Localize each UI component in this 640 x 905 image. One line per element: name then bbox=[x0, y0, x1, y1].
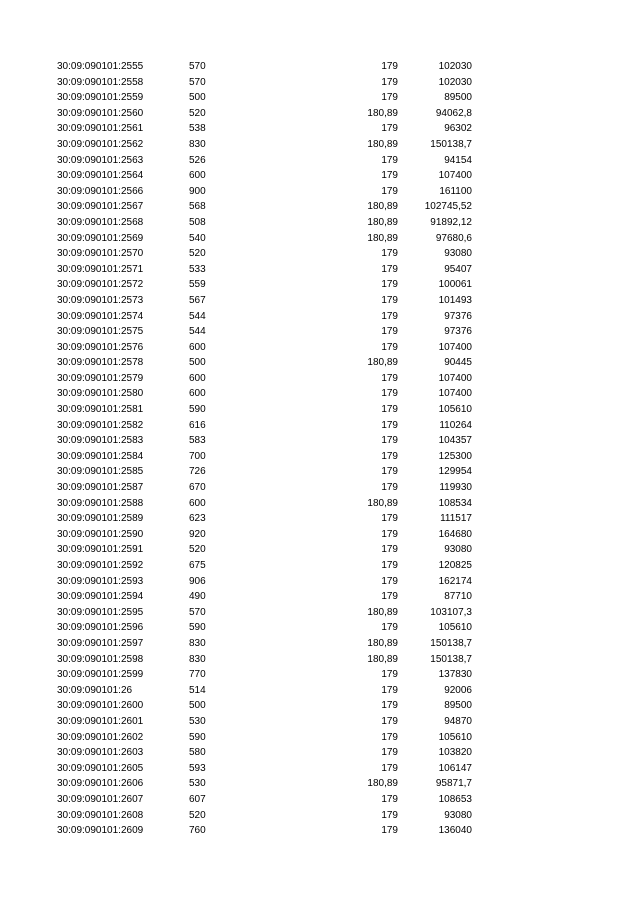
total-cell: 102745,52 bbox=[424, 201, 472, 213]
cadastral-number-cell: 30:09:090101:2567 bbox=[57, 201, 144, 213]
area-cell: 700 bbox=[189, 450, 206, 462]
table-row bbox=[0, 730, 640, 746]
rate-cell: 179 bbox=[381, 170, 398, 182]
rate-cell: 180,89 bbox=[367, 606, 398, 618]
rate-cell: 179 bbox=[381, 622, 398, 634]
table-row bbox=[0, 277, 640, 293]
total-cell: 136040 bbox=[438, 825, 472, 837]
area-cell: 538 bbox=[189, 123, 206, 135]
cadastral-number-cell: 30:09:090101:2609 bbox=[57, 825, 144, 837]
area-cell: 540 bbox=[189, 232, 206, 244]
table-row bbox=[0, 449, 640, 465]
total-cell: 90445 bbox=[444, 357, 472, 369]
table-row bbox=[0, 589, 640, 605]
area-cell: 600 bbox=[189, 388, 206, 400]
rate-cell: 179 bbox=[381, 123, 398, 135]
rate-cell: 179 bbox=[381, 466, 398, 478]
area-cell: 607 bbox=[189, 793, 206, 805]
area-cell: 600 bbox=[189, 341, 206, 353]
total-cell: 100061 bbox=[438, 279, 472, 291]
total-cell: 107400 bbox=[438, 170, 472, 182]
cadastral-number-cell: 30:09:090101:2578 bbox=[57, 357, 144, 369]
area-cell: 567 bbox=[189, 294, 206, 306]
rate-cell: 179 bbox=[381, 263, 398, 275]
total-cell: 104357 bbox=[438, 435, 472, 447]
total-cell: 107400 bbox=[438, 388, 472, 400]
table-row bbox=[0, 371, 640, 387]
cadastral-number-cell: 30:09:090101:2584 bbox=[57, 450, 144, 462]
total-cell: 97376 bbox=[444, 310, 472, 322]
table-row bbox=[0, 262, 640, 278]
table-row bbox=[0, 823, 640, 839]
rate-cell: 179 bbox=[381, 372, 398, 384]
area-cell: 675 bbox=[189, 560, 206, 571]
area-cell: 580 bbox=[189, 747, 206, 759]
rate-cell: 179 bbox=[381, 61, 398, 72]
cadastral-number-cell: 30:09:090101:2582 bbox=[57, 419, 144, 431]
area-cell: 508 bbox=[189, 216, 206, 228]
area-cell: 500 bbox=[189, 92, 206, 104]
cadastral-number-cell: 30:09:090101:2558 bbox=[57, 76, 144, 88]
rate-cell: 180,89 bbox=[367, 653, 398, 665]
area-cell: 520 bbox=[189, 248, 206, 260]
rate-cell: 180,89 bbox=[367, 778, 398, 790]
table-row bbox=[0, 511, 640, 527]
total-cell: 103820 bbox=[438, 747, 472, 759]
table-row bbox=[0, 636, 640, 652]
table-row bbox=[0, 792, 640, 808]
total-cell: 97680,6 bbox=[435, 232, 472, 244]
rate-cell: 179 bbox=[381, 575, 398, 587]
cadastral-number-cell: 30:09:090101:2560 bbox=[57, 107, 144, 119]
cadastral-number-cell: 30:09:090101:2569 bbox=[57, 232, 144, 244]
table-row bbox=[0, 184, 640, 200]
rate-cell: 179 bbox=[381, 450, 398, 462]
total-cell: 108653 bbox=[438, 793, 472, 805]
area-cell: 770 bbox=[189, 669, 206, 681]
rate-cell: 180,89 bbox=[367, 201, 398, 213]
cadastral-number-cell: 30:09:090101:2591 bbox=[57, 544, 144, 556]
total-cell: 105610 bbox=[438, 622, 472, 634]
rate-cell: 180,89 bbox=[367, 107, 398, 119]
area-cell: 490 bbox=[189, 591, 206, 603]
cadastral-number-cell: 30:09:090101:2592 bbox=[57, 560, 144, 571]
cadastral-number-cell: 30:09:090101:2605 bbox=[57, 762, 144, 774]
table-row bbox=[0, 402, 640, 418]
rate-cell: 179 bbox=[381, 404, 398, 416]
cadastral-number-cell: 30:09:090101:2589 bbox=[57, 513, 144, 525]
cadastral-number-cell: 30:09:090101:2575 bbox=[57, 326, 144, 338]
table-row bbox=[0, 433, 640, 449]
table-row bbox=[0, 355, 640, 371]
rate-cell: 179 bbox=[381, 388, 398, 400]
area-cell: 760 bbox=[189, 825, 206, 837]
table-row bbox=[0, 496, 640, 512]
area-cell: 830 bbox=[189, 653, 206, 665]
cadastral-number-cell: 30:09:090101:2600 bbox=[57, 700, 144, 712]
area-cell: 568 bbox=[189, 201, 206, 213]
rate-cell: 179 bbox=[381, 747, 398, 759]
rate-cell: 179 bbox=[381, 544, 398, 556]
table-row bbox=[0, 386, 640, 402]
table-row bbox=[0, 168, 640, 184]
cadastral-number-cell: 30:09:090101:2579 bbox=[57, 372, 144, 384]
total-cell: 119930 bbox=[439, 482, 472, 494]
rate-cell: 179 bbox=[381, 700, 398, 712]
total-cell: 91892,12 bbox=[430, 216, 472, 228]
spreadsheet-table bbox=[0, 59, 640, 839]
cadastral-number-cell: 30:09:090101:2593 bbox=[57, 575, 144, 587]
cadastral-number-cell: 30:09:090101:2594 bbox=[57, 591, 144, 603]
table-row bbox=[0, 574, 640, 590]
total-cell: 108534 bbox=[438, 497, 472, 509]
area-cell: 514 bbox=[189, 684, 206, 696]
cadastral-number-cell: 30:09:090101:2562 bbox=[57, 138, 144, 150]
rate-cell: 179 bbox=[381, 248, 398, 260]
total-cell: 92006 bbox=[444, 684, 472, 696]
cadastral-number-cell: 30:09:090101:2574 bbox=[57, 310, 144, 322]
table-row bbox=[0, 231, 640, 247]
cadastral-number-cell: 30:09:090101:2581 bbox=[57, 404, 144, 416]
rate-cell: 179 bbox=[381, 715, 398, 727]
rate-cell: 180,89 bbox=[367, 232, 398, 244]
cadastral-number-cell: 30:09:090101:2555 bbox=[57, 61, 144, 72]
table-row bbox=[0, 464, 640, 480]
rate-cell: 179 bbox=[381, 154, 398, 166]
total-cell: 87710 bbox=[444, 591, 472, 603]
total-cell: 107400 bbox=[438, 372, 472, 384]
cadastral-number-cell: 30:09:090101:2599 bbox=[57, 669, 144, 681]
area-cell: 530 bbox=[189, 715, 206, 727]
table-row bbox=[0, 698, 640, 714]
table-row bbox=[0, 199, 640, 215]
area-cell: 600 bbox=[189, 497, 206, 509]
table-row bbox=[0, 293, 640, 309]
total-cell: 105610 bbox=[438, 731, 472, 743]
rate-cell: 179 bbox=[381, 809, 398, 821]
table-row bbox=[0, 215, 640, 231]
area-cell: 593 bbox=[189, 762, 206, 774]
area-cell: 670 bbox=[189, 482, 206, 494]
area-cell: 533 bbox=[189, 263, 206, 275]
table-row bbox=[0, 776, 640, 792]
total-cell: 103107,3 bbox=[430, 606, 472, 618]
table-row bbox=[0, 340, 640, 356]
area-cell: 600 bbox=[189, 170, 206, 182]
cadastral-number-cell: 30:09:090101:2590 bbox=[57, 528, 144, 540]
table-row bbox=[0, 106, 640, 122]
table-row bbox=[0, 309, 640, 325]
cadastral-number-cell: 30:09:090101:2566 bbox=[57, 185, 144, 197]
total-cell: 150138,7 bbox=[430, 138, 472, 150]
total-cell: 94870 bbox=[444, 715, 472, 727]
cadastral-number-cell: 30:09:090101:2580 bbox=[57, 388, 144, 400]
total-cell: 150138,7 bbox=[430, 653, 472, 665]
total-cell: 125300 bbox=[438, 450, 472, 462]
rate-cell: 179 bbox=[381, 419, 398, 431]
area-cell: 570 bbox=[189, 61, 206, 72]
table-row bbox=[0, 59, 640, 75]
table-row bbox=[0, 667, 640, 683]
cadastral-number-cell: 30:09:090101:2570 bbox=[57, 248, 144, 260]
rate-cell: 179 bbox=[381, 435, 398, 447]
table-row bbox=[0, 605, 640, 621]
total-cell: 89500 bbox=[444, 92, 472, 104]
rate-cell: 179 bbox=[381, 591, 398, 603]
table-row bbox=[0, 620, 640, 636]
table-row bbox=[0, 808, 640, 824]
total-cell: 93080 bbox=[444, 248, 472, 260]
total-cell: 95407 bbox=[444, 263, 472, 275]
total-cell: 150138,7 bbox=[430, 637, 472, 649]
rate-cell: 180,89 bbox=[367, 357, 398, 369]
area-cell: 600 bbox=[189, 372, 206, 384]
rate-cell: 179 bbox=[381, 528, 398, 540]
total-cell: 106147 bbox=[438, 762, 472, 774]
cadastral-number-cell: 30:09:090101:2583 bbox=[57, 435, 144, 447]
total-cell: 96302 bbox=[444, 123, 472, 135]
rate-cell: 180,89 bbox=[367, 497, 398, 509]
cadastral-number-cell: 30:09:090101:2596 bbox=[57, 622, 144, 634]
area-cell: 500 bbox=[189, 357, 206, 369]
table-row bbox=[0, 527, 640, 543]
table-row bbox=[0, 137, 640, 153]
area-cell: 520 bbox=[189, 809, 206, 821]
table-row bbox=[0, 683, 640, 699]
table-row bbox=[0, 652, 640, 668]
cadastral-number-cell: 30:09:090101:2587 bbox=[57, 482, 144, 494]
rate-cell: 179 bbox=[381, 92, 398, 104]
cadastral-number-cell: 30:09:090101:2571 bbox=[57, 263, 144, 275]
rate-cell: 179 bbox=[381, 326, 398, 338]
cadastral-number-cell: 30:09:090101:2603 bbox=[57, 747, 144, 759]
total-cell: 94154 bbox=[444, 154, 472, 166]
rate-cell: 179 bbox=[381, 310, 398, 322]
total-cell: 110264 bbox=[439, 419, 472, 431]
total-cell: 89500 bbox=[444, 700, 472, 712]
table-row bbox=[0, 761, 640, 777]
area-cell: 830 bbox=[189, 138, 206, 150]
cadastral-number-cell: 30:09:090101:2561 bbox=[57, 123, 144, 135]
cadastral-number-cell: 30:09:090101:2597 bbox=[57, 637, 144, 649]
table-row bbox=[0, 418, 640, 434]
rate-cell: 180,89 bbox=[367, 637, 398, 649]
rate-cell: 179 bbox=[381, 762, 398, 774]
area-cell: 920 bbox=[189, 528, 206, 540]
rate-cell: 179 bbox=[381, 482, 398, 494]
area-cell: 570 bbox=[189, 606, 206, 618]
table-row bbox=[0, 246, 640, 262]
total-cell: 161100 bbox=[439, 185, 472, 197]
table-row bbox=[0, 121, 640, 137]
rate-cell: 179 bbox=[381, 185, 398, 197]
cadastral-number-cell: 30:09:090101:2598 bbox=[57, 653, 144, 665]
area-cell: 544 bbox=[189, 310, 206, 322]
cadastral-number-cell: 30:09:090101:2576 bbox=[57, 341, 144, 353]
cadastral-number-cell: 30:09:090101:2564 bbox=[57, 170, 144, 182]
area-cell: 590 bbox=[189, 731, 206, 743]
cadastral-number-cell: 30:09:090101:2601 bbox=[57, 715, 144, 727]
area-cell: 830 bbox=[189, 637, 206, 649]
rate-cell: 180,89 bbox=[367, 138, 398, 150]
total-cell: 102030 bbox=[438, 76, 472, 88]
area-cell: 583 bbox=[189, 435, 206, 447]
rate-cell: 179 bbox=[381, 684, 398, 696]
area-cell: 500 bbox=[189, 700, 206, 712]
area-cell: 616 bbox=[189, 419, 206, 431]
total-cell: 93080 bbox=[444, 809, 472, 821]
total-cell: 120825 bbox=[438, 560, 472, 571]
total-cell: 107400 bbox=[438, 341, 472, 353]
total-cell: 111517 bbox=[440, 513, 472, 525]
table-row bbox=[0, 714, 640, 730]
area-cell: 726 bbox=[189, 466, 206, 478]
rate-cell: 179 bbox=[381, 341, 398, 353]
area-cell: 623 bbox=[189, 513, 206, 525]
rate-cell: 179 bbox=[381, 669, 398, 681]
area-cell: 590 bbox=[189, 622, 206, 634]
rate-cell: 179 bbox=[381, 294, 398, 306]
total-cell: 95871,7 bbox=[435, 778, 472, 790]
total-cell: 94062,8 bbox=[435, 107, 472, 119]
cadastral-number-cell: 30:09:090101:2563 bbox=[57, 154, 144, 166]
total-cell: 93080 bbox=[444, 544, 472, 556]
cadastral-number-cell: 30:09:090101:2595 bbox=[57, 606, 144, 618]
total-cell: 164680 bbox=[438, 528, 472, 540]
area-cell: 530 bbox=[189, 778, 206, 790]
table-row bbox=[0, 542, 640, 558]
area-cell: 520 bbox=[189, 107, 206, 119]
area-cell: 526 bbox=[189, 154, 206, 166]
area-cell: 559 bbox=[189, 279, 206, 291]
rate-cell: 179 bbox=[381, 513, 398, 525]
total-cell: 129954 bbox=[438, 466, 472, 478]
total-cell: 162174 bbox=[438, 575, 472, 587]
area-cell: 570 bbox=[189, 76, 206, 88]
rate-cell: 180,89 bbox=[367, 216, 398, 228]
rate-cell: 179 bbox=[381, 279, 398, 291]
cadastral-number-cell: 30:09:090101:2573 bbox=[57, 294, 144, 306]
cadastral-number-cell: 30:09:090101:26 bbox=[57, 684, 133, 696]
cadastral-number-cell: 30:09:090101:2602 bbox=[57, 731, 144, 743]
total-cell: 101493 bbox=[438, 294, 472, 306]
table-row bbox=[0, 745, 640, 761]
table-row bbox=[0, 153, 640, 169]
table-row bbox=[0, 480, 640, 496]
rate-cell: 179 bbox=[381, 825, 398, 837]
area-cell: 520 bbox=[189, 544, 206, 556]
cadastral-number-cell: 30:09:090101:2585 bbox=[57, 466, 144, 478]
area-cell: 906 bbox=[189, 575, 206, 587]
total-cell: 97376 bbox=[444, 326, 472, 338]
table-row bbox=[0, 558, 640, 574]
table-row bbox=[0, 90, 640, 106]
cadastral-number-cell: 30:09:090101:2588 bbox=[57, 497, 144, 509]
area-cell: 900 bbox=[189, 185, 206, 197]
cadastral-number-cell: 30:09:090101:2568 bbox=[57, 216, 144, 228]
rate-cell: 179 bbox=[381, 793, 398, 805]
total-cell: 102030 bbox=[438, 61, 472, 72]
total-cell: 105610 bbox=[438, 404, 472, 416]
rate-cell: 179 bbox=[381, 76, 398, 88]
cadastral-number-cell: 30:09:090101:2572 bbox=[57, 279, 144, 291]
table-row bbox=[0, 324, 640, 340]
cadastral-number-cell: 30:09:090101:2608 bbox=[57, 809, 144, 821]
table-row bbox=[0, 75, 640, 91]
cadastral-number-cell: 30:09:090101:2607 bbox=[57, 793, 144, 805]
rate-cell: 179 bbox=[381, 731, 398, 743]
area-cell: 544 bbox=[189, 326, 206, 338]
rate-cell: 179 bbox=[381, 560, 398, 571]
total-cell: 137830 bbox=[438, 669, 472, 681]
cadastral-number-cell: 30:09:090101:2559 bbox=[57, 92, 144, 104]
cadastral-number-cell: 30:09:090101:2606 bbox=[57, 778, 144, 790]
area-cell: 590 bbox=[189, 404, 206, 416]
